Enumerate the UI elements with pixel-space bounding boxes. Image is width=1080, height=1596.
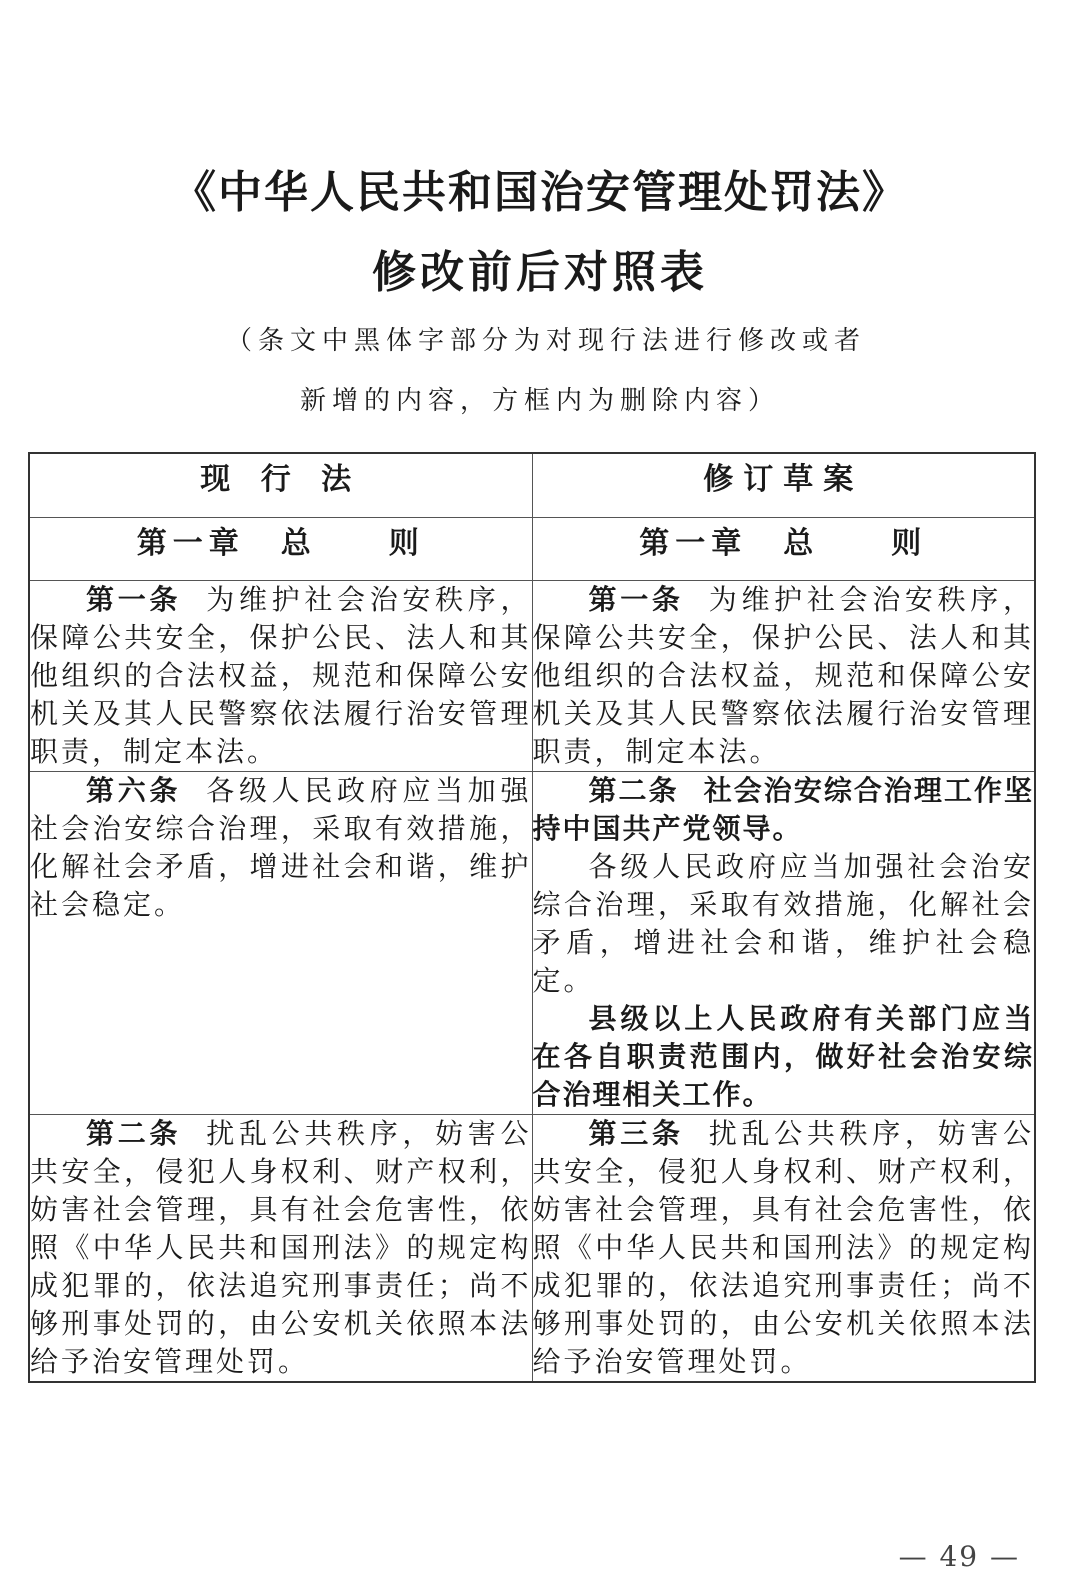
article-text: 为维护社会治安秩序，保障公共安全，保护公民、法人和其他组织的合法权益，规范和保障公安机关及其人民警察依法履行治安管理职责，制定本法。 [532, 583, 1034, 768]
chapter-row [29, 518, 1035, 581]
article-paragraph-3: 县级以上人民政府有关部门应当在各自职责范围内，做好社会治安综合治理相关工作。 [532, 1002, 1034, 1111]
article-number: 第一条 [588, 583, 684, 616]
article-text: 社会治安综合治理工作坚持中国共产党领导。 [532, 774, 1034, 845]
article-paragraph [30, 581, 532, 771]
document-title: 《中华人民共和国治安管理处罚法》 [172, 167, 908, 218]
article-text: 为维护社会治安秩序，保障公共安全，保护公民、法人和其他组织的合法权益，规范和保障公安机关及其人民警察依法履行治安管理职责，制定本法。 [30, 583, 532, 768]
article-paragraph [533, 581, 1035, 771]
page-number: — 49 — [898, 1540, 1020, 1573]
article-paragraph [30, 1115, 532, 1381]
column-header-draft: 修订草案 [532, 453, 1035, 518]
article-text: 扰乱公共秩序，妨害公共安全，侵犯人身权利、财产权利，妨害社会管理，具有社会危害性，依照《中华人民共和国刑法》的规定构成犯罪的，依法追究刑事责任；尚不够刑事处罚的，由公安机关依照本法给予治安管理处罚。 [30, 1117, 532, 1378]
article-paragraph [533, 772, 1035, 848]
current-law-cell [29, 772, 532, 1115]
article-text: 扰乱公共秩序，妨害公共安全，侵犯人身权利、财产权利，妨害社会管理，具有社会危害性，依照《中华人民共和国刑法》的规定构成犯罪的，依法追究刑事责任；尚不够刑事处罚的，由公安机关依照本法给予治安管理处罚。 [532, 1117, 1034, 1378]
chapter-heading-right: 第一章 总 则 [532, 518, 1035, 581]
article-number: 第三条 [588, 1117, 684, 1150]
note-line-2: 新增的内容，方框内为删除内容） [299, 386, 780, 416]
current-law-cell [29, 1115, 532, 1383]
current-law-cell [29, 581, 532, 772]
note-line-1: （条文中黑体字部分为对现行法进行修改或者 [225, 326, 866, 356]
column-header-current-law: 现 行 法 [29, 453, 532, 518]
article-number: 第一条 [86, 583, 182, 616]
article-number: 第六条 [86, 774, 182, 807]
draft-cell [532, 772, 1035, 1115]
table-row [29, 1115, 1035, 1383]
article-text: 各级人民政府应当加强社会治安综合治理，采取有效措施，化解社会矛盾，增进社会和谐，维护社会稳定。 [30, 774, 532, 921]
article-number: 第二条 [588, 774, 679, 807]
header-row [29, 453, 1035, 518]
draft-cell [532, 1115, 1035, 1383]
article-paragraph [533, 1115, 1035, 1381]
comparison-table [28, 452, 1036, 1383]
document-subtitle: 修改前后对照表 [372, 247, 708, 298]
table-row [29, 581, 1035, 772]
article-paragraph-2: 各级人民政府应当加强社会治安综合治理，采取有效措施，化解社会矛盾，增进社会和谐，维护社会稳定。 [532, 850, 1034, 997]
chapter-heading-left: 第一章 总 则 [29, 518, 532, 581]
article-number: 第二条 [86, 1117, 182, 1150]
draft-cell [532, 581, 1035, 772]
article-paragraph [30, 772, 532, 924]
table-row [29, 772, 1035, 1115]
